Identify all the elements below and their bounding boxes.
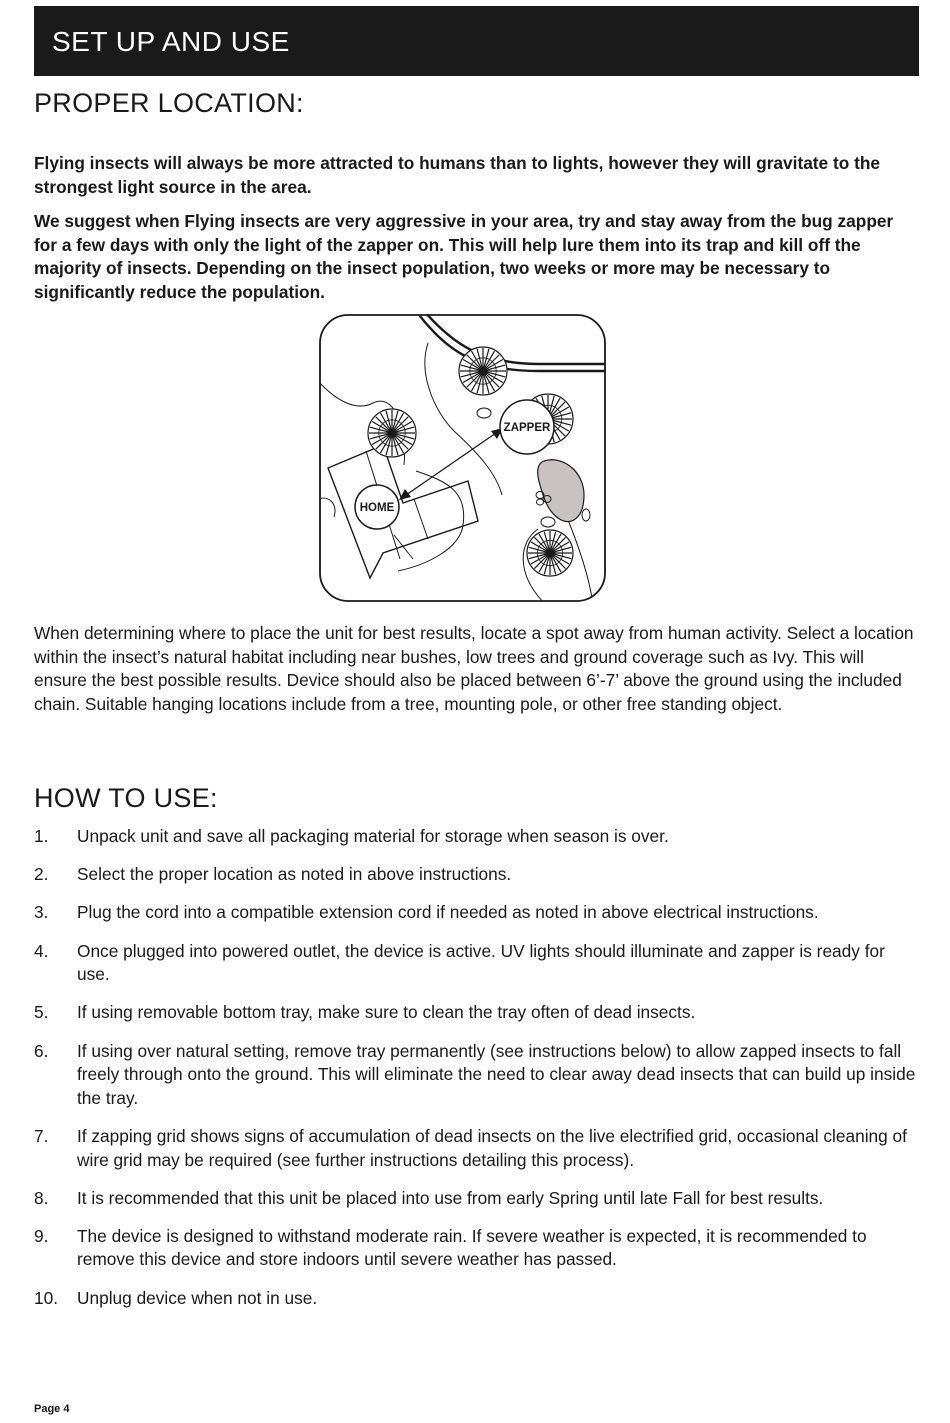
step-number: 10. <box>34 1287 59 1308</box>
step-number: 8. <box>34 1187 49 1208</box>
step-number: 4. <box>34 940 49 961</box>
step-number: 3. <box>34 902 49 923</box>
how-to-use-heading: HOW TO USE: <box>34 783 218 813</box>
step-text: If zapping grid shows signs of accumulation of dead insects on the live electrified grid, occasional cleaning of wire grid may be required (see further instructions detailing this process). <box>77 1125 907 1170</box>
step-text: Once plugged into powered outlet, the device is active. UV lights should illuminate and zapper is ready for use. <box>77 940 885 985</box>
section-title: SET UP AND USE <box>52 26 290 57</box>
pond <box>538 460 584 522</box>
step-text: Select the proper location as noted in above instructions. <box>77 864 512 885</box>
arrow-line <box>406 433 496 495</box>
placement-paragraph: When determining where to place the unit for best results, locate a spot away from human activity. Select a location within the insect’s natural habitat including near bushes, low trees and ground coverage such as Ivy. This will ensure the best possible results. Device should also be placed between 6’-7’ above the ground using the included chain. Suitable hanging locations include from a tree, mounting pole, or other free standing object. <box>34 623 914 714</box>
step-item <box>34 1187 920 1211</box>
step-item <box>34 825 920 849</box>
step-item <box>34 1040 920 1111</box>
step-text: The device is designed to withstand moderate rain. If severe weather is expected, it is recommended to remove this device and store indoors until severe weather has passed. <box>77 1225 867 1270</box>
step-text: Unplug device when not in use. <box>77 1287 318 1308</box>
house-outline <box>328 445 478 578</box>
step-number: 1. <box>34 826 49 846</box>
step-item <box>34 1287 920 1311</box>
step-text: It is recommended that this unit be placed into use from early Spring until late Fall for best results. <box>77 1187 824 1208</box>
tree-icon <box>459 347 507 395</box>
step-item <box>34 863 920 887</box>
step-item <box>34 940 920 987</box>
tree-icon <box>368 409 416 457</box>
proper-location-heading: PROPER LOCATION: <box>34 88 304 118</box>
step-number: 6. <box>34 1040 49 1061</box>
steps-list <box>34 825 920 1325</box>
location-diagram <box>318 313 608 605</box>
step-number: 2. <box>34 864 49 885</box>
step-text: Plug the cord into a compatible extension cord if needed as noted in above electrical instructions. <box>77 902 819 923</box>
page-number: Page 4 <box>34 1403 70 1415</box>
stone-icon <box>477 408 491 418</box>
step-item <box>34 1125 920 1172</box>
step-number: 7. <box>34 1125 49 1146</box>
step-text: Unpack unit and save all packaging material for storage when season is over. <box>77 826 669 846</box>
home-label: HOME <box>359 502 395 514</box>
section-banner <box>34 6 919 76</box>
step-text: If using removable bottom tray, make sure to clean the tray often of dead insects. <box>77 1002 696 1023</box>
zapper-label: ZAPPER <box>503 422 551 434</box>
tree-icon <box>527 530 573 576</box>
road-line <box>424 313 608 364</box>
step-number: 9. <box>34 1225 49 1246</box>
step-item <box>34 1001 920 1025</box>
step-item <box>34 901 920 925</box>
intro-paragraph-2: We suggest when Flying insects are very aggressive in your area, try and stay away from the bug zapper for a few days with only the light of the zapper on. This will help lure them into its trap and kill off the majority of insects. Depending on the insect population, two weeks or more may be necessary to significantly reduce the population. <box>34 211 894 302</box>
intro-paragraph-1: Flying insects will always be more attracted to humans than to lights, however they will gravitate to the strongest light source in the area. <box>34 153 881 197</box>
step-number: 5. <box>34 1002 49 1023</box>
step-text: If using over natural setting, remove tray permanently (see instructions below) to allow zapped insects to fall freely through onto the ground. This will eliminate the need to clear away dead insects that can build up inside the tray. <box>77 1040 916 1108</box>
step-item <box>34 1225 920 1272</box>
